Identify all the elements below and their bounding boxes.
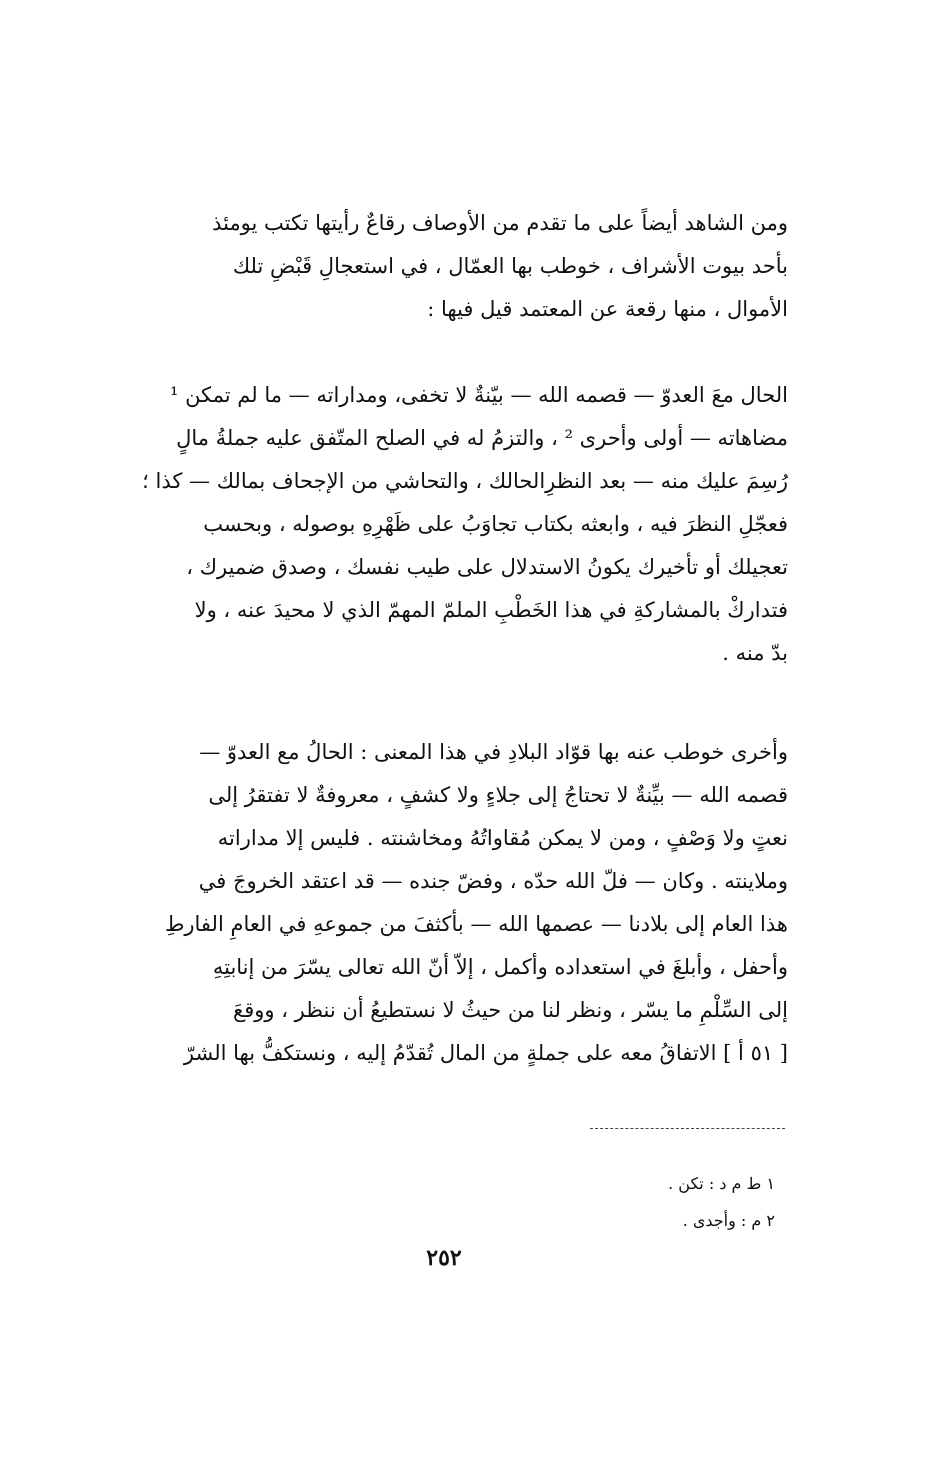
- paragraph-1: [118, 202, 788, 331]
- footnote-1: ١ ط م د : تكن .: [668, 1174, 775, 1193]
- text-line: إلى السِّلْمِ ما يسّر ، ونظر لنا من حيثُ لا نستطيعُ أن ننظر ، ووقعَ: [233, 998, 788, 1022]
- paragraph-2: [118, 374, 788, 675]
- text-line: هذا العام إلى بلادنا — عصمها الله — بأكثفَ من جموعهِ في العامِ الفارطِ: [164, 912, 788, 936]
- text-line: فعجّلِ النظرَ فيه ، وابعثه بكتاب تجاوَبُ على ظَهْرِهِ بوصوله ، وبحسب: [203, 512, 788, 536]
- footnote-divider: [590, 1128, 785, 1129]
- text-line: وأحفل ، وأبلغَ في استعداده وأكمل ، إلاّ أنّ الله تعالى يسّرَ من إنابتِهِ: [212, 955, 788, 979]
- text-line: مضاهاته — أولى وأحرى ² ، والتزمُ له في الصلح المتّفق عليه جملةُ مالٍ: [176, 426, 788, 450]
- text-line: وأخرى خوطب عنه بها قوّاد البلادِ في هذا المعنى : الحالُ مع العدوّ —: [199, 740, 788, 764]
- text-line: وملاينته . وكان — فلّ الله حدّه ، وفضّ جنده — قد اعتقد الخروجَ في: [198, 869, 788, 893]
- text-line: نعتٍ ولا وَصْفٍ ، ومن لا يمكن مُقاواتُهُ ومخاشنته . فليس إلا مداراته: [217, 826, 788, 850]
- text-line: بدّ منه .: [722, 641, 788, 665]
- text-line: قصمه الله — بيِّنةٌ لا تحتاجُ إلى جلاءٍ ولا كشفٍ ، معروفةٌ لا تفتقرُ إلى: [208, 783, 788, 807]
- page-number: ٢٥٢: [426, 1245, 462, 1271]
- text-line: رُسِمَ عليك منه — بعد النظرِالحالك ، والتحاشي من الإجحاف بمالك — كذا ؛: [142, 469, 788, 493]
- text-line: ومن الشاهد أيضاً على ما تقدم من الأوصاف رقاعٌ رأيتها تكتب يومئذ: [212, 211, 788, 235]
- text-line: تعجيلك أو تأخيرك يكونُ الاستدلال على طيب نفسك ، وصدق ضميرك ،: [186, 555, 788, 579]
- text-line: بأحد بيوت الأشراف ، خوطب بها العمّال ، في استعجالِ قَبْضِ تلك: [232, 254, 788, 278]
- text-line: [ ٥١ أ ] الاتفاقُ معه على جملةٍ من المال تُقدّمُ إليه ، ونستكفُّ بها الشرّ: [183, 1041, 788, 1065]
- text-line: فتداركْ بالمشاركةِ في هذا الخَطْبِ الملمّ المهمّ الذي لا محيدَ عنه ، ولا: [194, 598, 788, 622]
- text-line: الأموال ، منها رقعة عن المعتمد قيل فيها :: [427, 297, 788, 321]
- paragraph-3: [118, 731, 788, 1075]
- footnote-2: ٢ م : وأجدى .: [682, 1211, 775, 1230]
- text-line: الحال معَ العدوّ — قصمه الله — بيّنةٌ لا تخفى، ومداراته — ما لم تمكن ¹: [169, 383, 788, 407]
- footnotes: [400, 1165, 775, 1239]
